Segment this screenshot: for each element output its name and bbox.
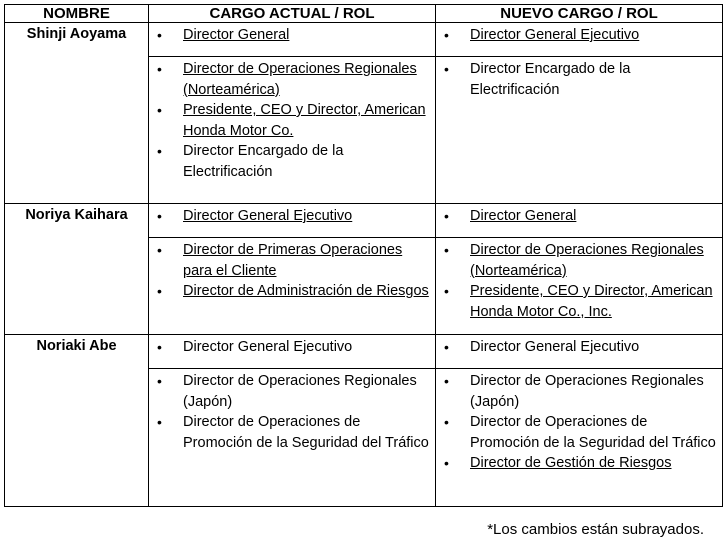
role-text-changed: Director de Primeras Operaciones para el Cliente — [183, 242, 403, 279]
table-row — [5, 23, 723, 57]
list-item — [149, 240, 431, 281]
roles-table — [4, 4, 723, 507]
new-role-cell — [436, 23, 723, 57]
person-name: Noriaki Abe — [5, 335, 149, 507]
role-text-changed: Director de Administración de Riesgos — [183, 283, 429, 299]
person-name: Shinji Aoyama — [5, 23, 149, 204]
list-item — [436, 281, 718, 322]
table-row — [5, 204, 723, 238]
role-list — [149, 335, 435, 358]
table-row — [5, 335, 723, 369]
list-item — [436, 206, 718, 227]
role-text: Director de Operaciones Regionales (Japón) — [470, 373, 704, 410]
new-role-cell — [436, 57, 723, 204]
list-item — [149, 141, 431, 182]
header-name: NOMBRE — [5, 5, 149, 23]
role-text: Director General Ejecutivo — [470, 339, 640, 355]
role-text: Director Encargado de la Electrificación — [470, 61, 631, 98]
person-name: Noriya Kaihara — [5, 204, 149, 335]
new-role-cell — [436, 204, 723, 238]
role-list — [149, 238, 435, 302]
role-text: Director de Operaciones de Promoción de la Seguridad del Tráfico — [470, 414, 716, 451]
role-text-changed: Director General — [183, 27, 290, 43]
list-item — [149, 281, 431, 302]
role-text-changed: Director de Operaciones Regionales (Norteamérica) — [183, 61, 417, 98]
list-item — [436, 412, 718, 453]
role-list — [436, 57, 722, 100]
header-current-role: CARGO ACTUAL / ROL — [149, 5, 436, 23]
list-item — [149, 25, 431, 46]
role-text-changed: Presidente, CEO y Director, American Honda Motor Co. — [183, 102, 426, 139]
role-text-changed: Presidente, CEO y Director, American Honda Motor Co., Inc. — [470, 283, 713, 320]
current-role-cell — [149, 238, 436, 335]
role-list — [436, 335, 722, 358]
role-list — [436, 369, 722, 474]
list-item — [149, 371, 431, 412]
list-item — [436, 240, 718, 281]
new-role-cell — [436, 238, 723, 335]
list-item — [436, 25, 718, 46]
role-text: Director de Operaciones de Promoción de la Seguridad del Tráfico — [183, 414, 429, 451]
role-list — [436, 204, 722, 227]
role-text-changed: Director General Ejecutivo — [183, 208, 353, 224]
list-item — [149, 412, 431, 453]
current-role-cell — [149, 204, 436, 238]
new-role-cell — [436, 369, 723, 507]
current-role-cell — [149, 23, 436, 57]
list-item — [149, 337, 431, 358]
list-item — [436, 59, 718, 100]
list-item — [436, 337, 718, 358]
list-item — [436, 371, 718, 412]
header-row — [5, 5, 723, 23]
new-role-cell — [436, 335, 723, 369]
role-list — [149, 204, 435, 227]
current-role-cell — [149, 335, 436, 369]
role-text-changed: Director de Operaciones Regionales (Norteamérica) — [470, 242, 704, 279]
role-list — [436, 23, 722, 46]
list-item — [149, 206, 431, 227]
list-item — [436, 453, 718, 474]
role-list — [436, 238, 722, 322]
list-item — [149, 59, 431, 100]
header-new-role: NUEVO CARGO / ROL — [436, 5, 723, 23]
role-text-changed: Director General Ejecutivo — [470, 27, 640, 43]
role-text-changed: Director de Gestión de Riesgos — [470, 455, 672, 471]
role-text: Director General Ejecutivo — [183, 339, 353, 355]
role-list — [149, 23, 435, 46]
footnote: *Los cambios están subrayados. — [487, 521, 704, 538]
list-item — [149, 100, 431, 141]
role-text: Director Encargado de la Electrificación — [183, 143, 344, 180]
role-text: Director de Operaciones Regionales (Japón) — [183, 373, 417, 410]
role-text-changed: Director General — [470, 208, 577, 224]
role-list — [149, 57, 435, 182]
current-role-cell — [149, 369, 436, 507]
current-role-cell — [149, 57, 436, 204]
role-list — [149, 369, 435, 453]
